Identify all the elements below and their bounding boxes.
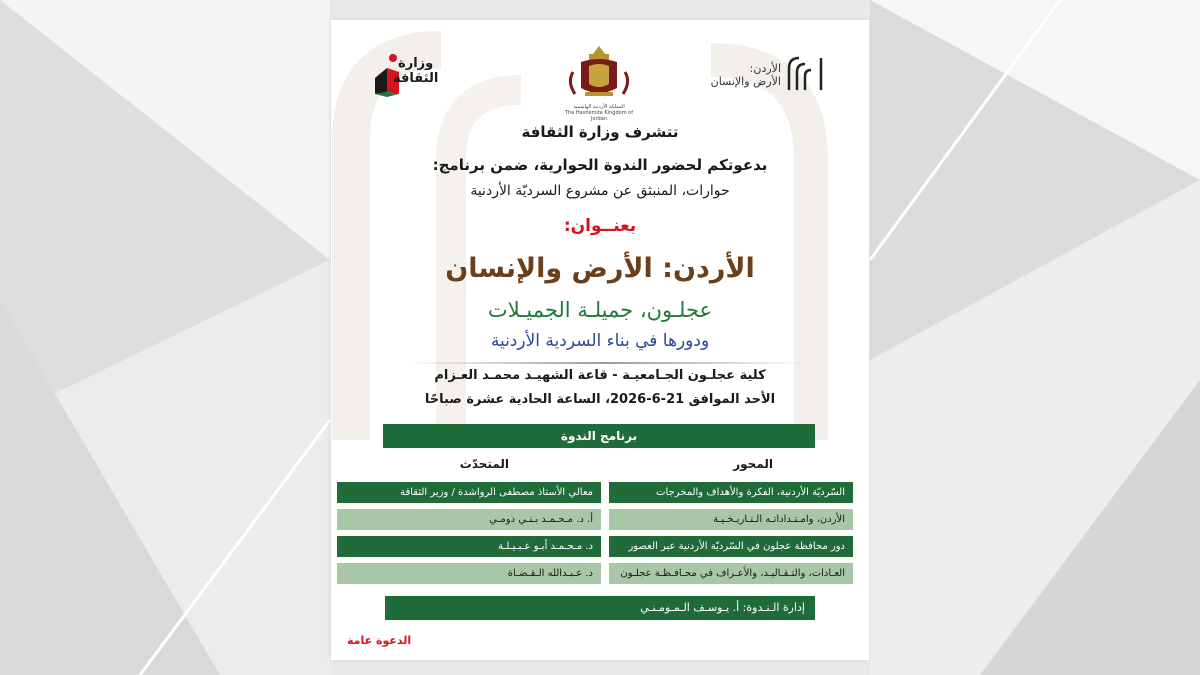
emblem-caption-en: The Hashemite Kingdom of Jordan <box>565 110 633 122</box>
project-logo <box>705 46 825 102</box>
topic-row-2: الأردن، وامـتـداداتـه الـتـاريـخـيـة <box>609 509 853 530</box>
emblem-caption-ar: المملكة الأردنية الهاشمية <box>573 104 625 110</box>
seminar-subtitle-1: عجلـون، جميلـة الجميـلات <box>487 298 713 322</box>
ministry-logo <box>371 48 441 108</box>
program-heading: برنامج الندوة <box>383 424 815 448</box>
ministry-logo-text <box>393 56 438 86</box>
seminar-subtitle-2: ودورها في بناء السردية الأردنية <box>490 331 710 351</box>
speaker-row-2: أ. د. مـحـمـد بـنـي دومـي <box>337 509 601 530</box>
speaker-row-1: معالي الأستاذ مصطفى الرواشدة / وزير الثقافة <box>337 482 601 503</box>
datetime-line: الأحد الموافق 21-6-2026، الساعة الحادية عشرة صباحًا <box>424 392 776 407</box>
invitation-poster <box>331 20 869 660</box>
speaker-column-header: المتحدّث <box>459 457 509 471</box>
topic-column-header: المحور <box>733 457 773 471</box>
host-line: تتشرف وزارة الثقافة <box>521 123 679 141</box>
topic-row-3: دور محافظة عجلون في السّرديّة الأردنية عبر العصور <box>609 536 853 557</box>
seminar-title: الأردن: الأرض والإنسان <box>445 253 755 284</box>
project-logo-line1: الأردن: <box>749 62 781 75</box>
public-invitation-note: الدعوة عامة <box>347 634 412 647</box>
moderator-bar: إدارة الـنـدوة: أ. يـوسـف الـمـومـنـي <box>385 596 815 620</box>
project-logo-line2: الأرض والإنسان <box>710 75 781 88</box>
program-line: حوارات، المنبثق عن مشروع السرديّة الأردنية <box>470 183 730 199</box>
divider <box>407 362 807 364</box>
royal-emblem <box>559 42 639 122</box>
speaker-row-4: د. عـبـدالله الـقـضـاة <box>337 563 601 584</box>
topic-row-4: العـادات، والتـقـاليـد، والأعـراف في محـافـظـة عجلـون <box>609 563 853 584</box>
entitled-line: بعنــوان: <box>563 216 637 236</box>
project-logo-text <box>711 62 781 88</box>
topic-row-1: السّرديّة الأردنية، الفكرة والأهداف والمخرجات <box>609 482 853 503</box>
invite-line: بدعوتكم لحضور الندوة الحوارية، ضمن برنامج: <box>432 156 768 174</box>
speaker-row-3: د. مـحـمـد أبـو عـبـيـلـة <box>337 536 601 557</box>
emblem-caption <box>559 104 639 122</box>
project-mark-icon <box>785 54 825 94</box>
coat-of-arms-icon <box>559 42 639 102</box>
ministry-logo-line2: الثقافة <box>393 71 439 86</box>
ministry-logo-line1: وزارة <box>398 56 434 71</box>
venue-line: كلية عجلـون الجـامعيـة - قاعة الشهيـد محمـد العـزام <box>434 368 766 383</box>
